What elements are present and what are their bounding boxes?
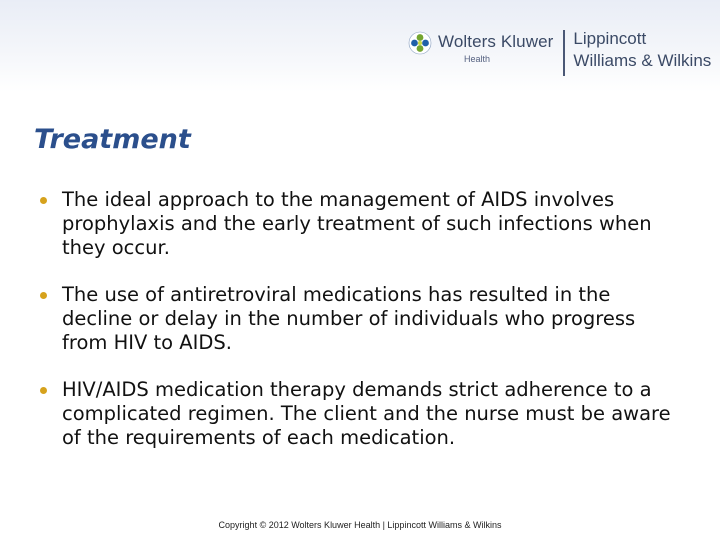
bullet-text: HIV/AIDS medication therapy demands strict adherence to a complicated regimen. The client and the nurse must be aware of the requirements of each medication.: [62, 378, 671, 449]
partner-line-2: Williams & Wilkins: [573, 51, 712, 70]
bullet-item: [38, 188, 678, 260]
bullet-text: The ideal approach to the management of AIDS involves prophylaxis and the early treatment of such infections when they occur.: [62, 188, 652, 259]
slide-title: Treatment: [34, 124, 191, 155]
bullet-list: [38, 188, 678, 473]
bullet-dot-icon: [40, 387, 47, 394]
bullet-item: [38, 283, 678, 355]
bullet-dot-icon: [40, 292, 47, 299]
wolters-kluwer-logo-icon: [408, 31, 432, 55]
partner-name: [573, 28, 711, 72]
partner-line-1: Lippincott: [573, 29, 647, 48]
brand-sub: Health: [464, 54, 491, 64]
bullet-item: [38, 378, 678, 450]
brand-name: Wolters Kluwer: [438, 32, 554, 51]
bullet-dot-icon: [40, 197, 47, 204]
bullet-text: The use of antiretroviral medications has resulted in the decline or delay in the number of individuals who progress from HIV to AIDS.: [62, 283, 636, 354]
logo-divider: [563, 30, 565, 76]
publisher-logo: [408, 28, 711, 80]
copyright-footer: Copyright © 2012 Wolters Kluwer Health | Lippincott Williams & Wilkins: [218, 520, 502, 530]
